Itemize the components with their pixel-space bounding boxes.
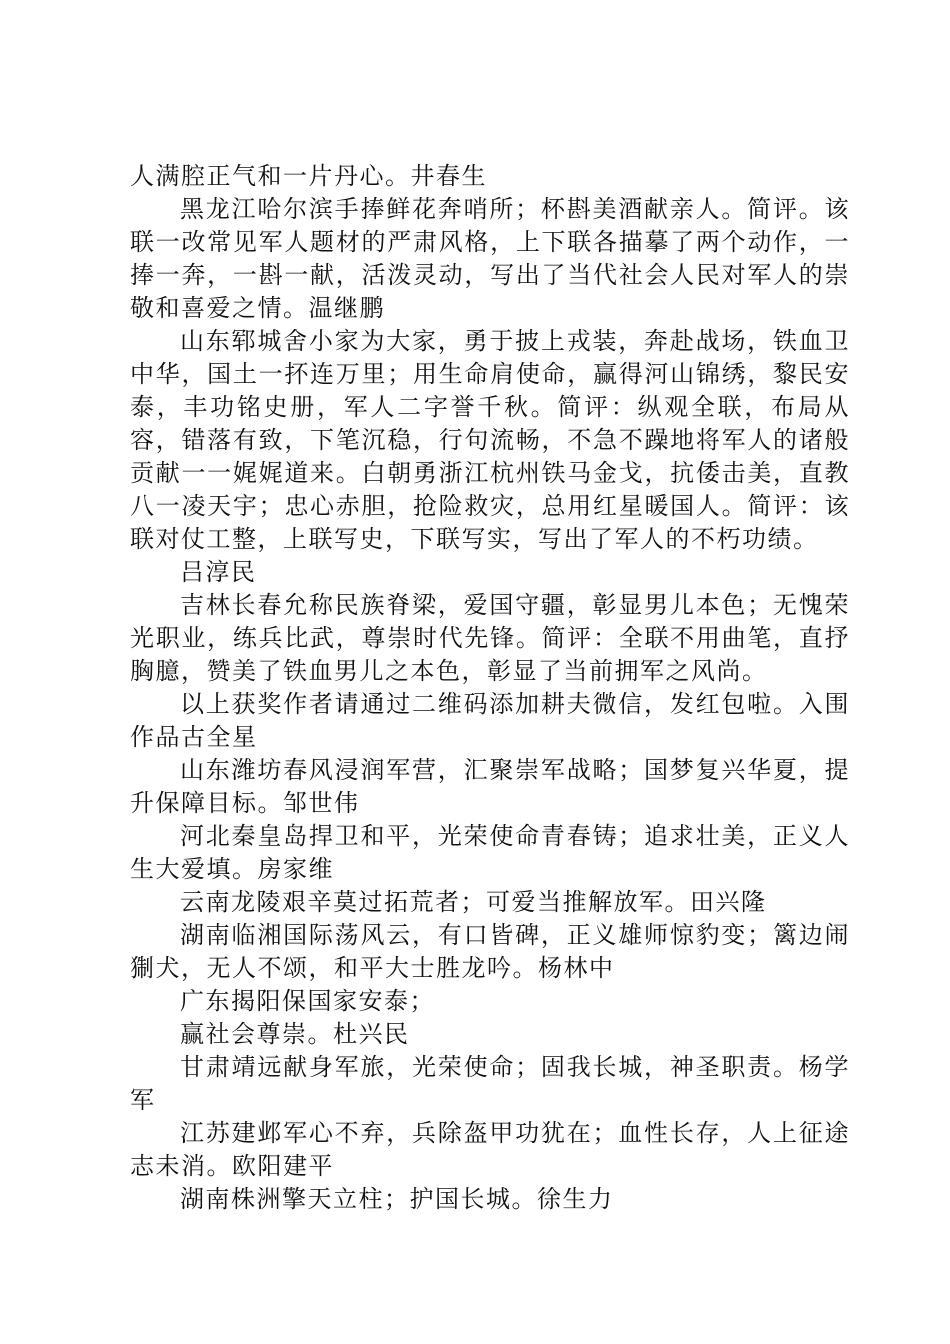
paragraph-4: 吕淳民 <box>180 558 257 586</box>
paragraph-8: 河北秦皇岛捍卫和平，光荣使命青春铸；追求壮美，正义人生大爱填。房家维 <box>130 822 850 883</box>
paragraph-10: 湖南临湘国际荡风云，有口皆碑，正义雄师惊豹变；篱边闹猘犬，无人不颂，和平大士胜龙吟。杨林中 <box>130 921 850 982</box>
paragraph-5: 吉林长春允称民族脊梁，爱国守疆，彰显男儿本色；无愧荣光职业，练兵比武，尊崇时代先锋。简评：全联不用曲笔，直抒胸臆，赞美了铁血男儿之本色，彰显了当前拥军之风尚。 <box>130 591 850 685</box>
paragraph-9: 云南龙陵艰辛莫过拓荒者；可爱当推解放军。田兴隆 <box>180 888 767 916</box>
paragraph-14: 江苏建邺军心不弃，兵除盔甲功犹在；血性长存，人上征途志未消。欧阳建平 <box>130 1119 850 1180</box>
paragraph-3: 山东郓城舍小家为大家，勇于披上戎装，奔赴战场，铁血卫中华，国土一抔连万里；用生命肩使命，赢得河山锦绣，黎民安泰，丰功铭史册，军人二字誉千秋。简评：纵观全联，布局从容，错落有致，下笔沉稳，行句流畅，不急不躁地将军人的诸般贡献一一娓娓道来。白朝勇浙江杭州铁马金戈，抗倭击美，直教八一凌天宇；忠心赤胆，抢险救灾，总用红星暖国人。简评：该联对仗工整，上联写史，下联写实，写出了军人的不朽功绩。 <box>130 327 850 553</box>
paragraph-15: 湖南株洲擎天立柱；护国长城。徐生力 <box>180 1185 614 1213</box>
paragraph-11: 广东揭阳保国家安泰； <box>180 987 435 1015</box>
paragraph-12: 赢社会尊崇。杜兴民 <box>180 1020 410 1048</box>
paragraph-7: 山东潍坊春风浸润军营，汇聚崇军战略；国梦复兴华夏，提升保障目标。邹世伟 <box>130 756 850 817</box>
paragraph-2: 黑龙江哈尔滨手捧鲜花奔哨所；杯斟美酒献亲人。简评。该联一改常见军人题材的严肃风格，上下联各描摹了两个动作，一捧一奔，一斟一献，活泼灵动，写出了当代社会人民对军人的崇敬和喜爱之情。温继鹏 <box>130 195 850 322</box>
paragraph-1: 人满腔正气和一片丹心。井春生 <box>130 162 487 190</box>
document-page <box>130 160 850 1216</box>
paragraph-6: 以上获奖作者请通过二维码添加耕夫微信，发红包啦。入围作品古全星 <box>130 690 850 751</box>
paragraph-13: 甘肃靖远献身军旅，光荣使命；固我长城，神圣职责。杨学军 <box>130 1053 850 1114</box>
